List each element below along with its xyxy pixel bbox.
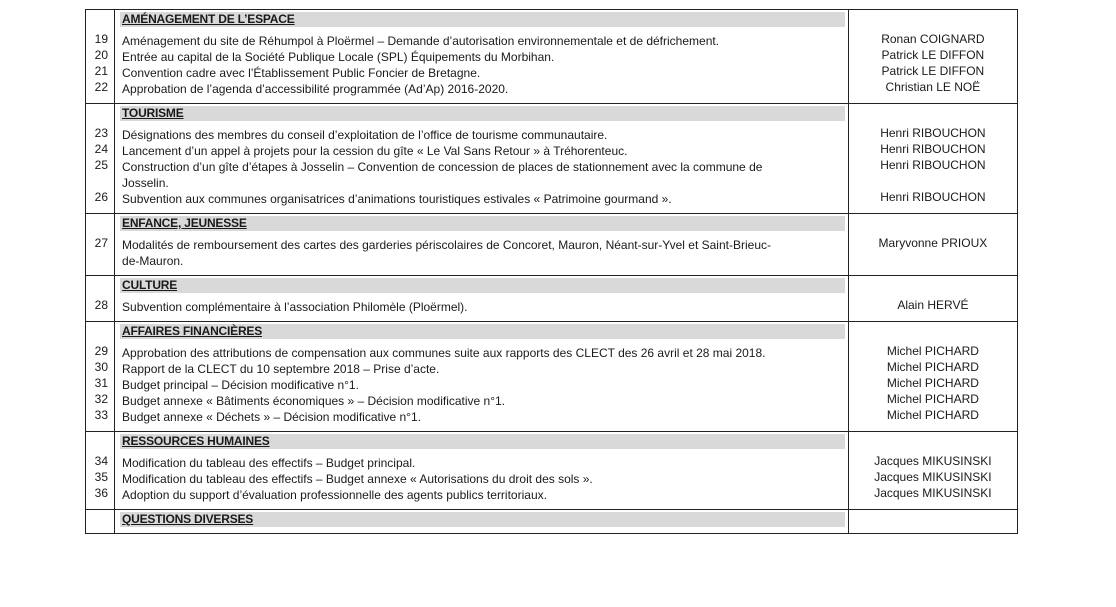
item-number: 32 xyxy=(94,392,109,406)
rapporteur-column xyxy=(848,510,1017,534)
item-number-column xyxy=(86,510,115,534)
item-number: 31 xyxy=(94,376,109,390)
agenda-section xyxy=(86,510,1018,534)
agenda-body xyxy=(86,10,1018,534)
agenda-section xyxy=(86,10,1018,104)
item-subject: Adoption du support d’évaluation professionnelle des agents publics territoriaux. xyxy=(122,488,547,502)
rapporteur-column xyxy=(848,432,1017,510)
agenda-section xyxy=(86,322,1018,432)
item-rapporteur: Henri RIBOUCHON xyxy=(880,190,986,204)
item-number: 35 xyxy=(94,470,109,484)
item-rapporteur: Michel PICHARD xyxy=(886,392,979,406)
item-number-column xyxy=(86,276,115,322)
item-subject: Subvention complémentaire à l’association Philomèle (Ploërmel). xyxy=(122,300,468,314)
subject-column xyxy=(115,432,849,510)
item-subject: Convention cadre avec l’Établissement Public Foncier de Bretagne. xyxy=(122,66,481,80)
item-number: 22 xyxy=(94,80,109,94)
section-heading: AFFAIRES FINANCIÈRES xyxy=(120,324,845,339)
item-rapporteur: Patrick LE DIFFON xyxy=(881,48,985,62)
rapporteur-column xyxy=(848,276,1017,322)
item-subject: Modification du tableau des effectifs – Budget annexe « Autorisations du droit des sols ». xyxy=(122,472,593,486)
item-number-column xyxy=(86,104,115,214)
item-subject: Modalités de remboursement des cartes des garderies périscolaires de Concoret, Mauron, Néant-sur-Yvel et Saint-Brieuc- xyxy=(122,238,771,252)
item-subject: Rapport de la CLECT du 10 septembre 2018 – Prise d’acte. xyxy=(122,362,440,376)
rapporteur-column xyxy=(848,10,1017,104)
section-heading: QUESTIONS DIVERSES xyxy=(120,512,845,527)
item-subject: Approbation des attributions de compensation aux communes suite aux rapports des CLECT des 26 avril et 28 mai 2018. xyxy=(122,346,766,360)
item-number: 25 xyxy=(94,158,109,172)
item-subject: Modification du tableau des effectifs – Budget principal. xyxy=(122,456,416,470)
rapporteur-column xyxy=(848,214,1017,276)
subject-column xyxy=(115,10,849,104)
item-number: 21 xyxy=(94,64,109,78)
item-rapporteur: Jacques MIKUSINSKI xyxy=(874,470,992,484)
item-number: 28 xyxy=(94,298,109,312)
agenda-table xyxy=(85,9,1018,534)
section-heading: TOURISME xyxy=(120,106,845,121)
item-number: 27 xyxy=(94,236,109,250)
item-number: 33 xyxy=(94,408,109,422)
agenda-section xyxy=(86,104,1018,214)
item-subject: Budget principal – Décision modificative n°1. xyxy=(122,378,359,392)
item-subject: Désignations des membres du conseil d’exploitation de l’office de tourisme communautaire. xyxy=(122,128,608,142)
item-number: 19 xyxy=(94,32,109,46)
item-rapporteur: Michel PICHARD xyxy=(886,360,979,374)
item-number-column xyxy=(86,432,115,510)
item-rapporteur: Henri RIBOUCHON xyxy=(880,142,986,156)
item-number: 23 xyxy=(94,126,109,140)
item-rapporteur: Michel PICHARD xyxy=(886,344,979,358)
item-rapporteur: Henri RIBOUCHON xyxy=(880,158,986,172)
item-number: 20 xyxy=(94,48,109,62)
subject-column xyxy=(115,104,849,214)
item-subject: Subvention aux communes organisatrices d’animations touristiques estivales « Patrimoine gourmand ». xyxy=(122,192,672,206)
item-number: 29 xyxy=(94,344,109,358)
item-number-column xyxy=(86,322,115,432)
item-number-column xyxy=(86,214,115,276)
item-subject: Entrée au capital de la Société Publique Locale (SPL) Équipements du Morbihan. xyxy=(122,50,555,64)
agenda-section xyxy=(86,432,1018,510)
item-number: 26 xyxy=(94,190,109,204)
rapporteur-column xyxy=(848,104,1017,214)
item-rapporteur: Henri RIBOUCHON xyxy=(880,126,986,140)
item-subject: de-Mauron. xyxy=(122,254,184,268)
item-number: 34 xyxy=(94,454,109,468)
subject-column xyxy=(115,510,849,534)
item-rapporteur: Maryvonne PRIOUX xyxy=(878,236,988,250)
item-rapporteur: Christian LE NOË xyxy=(885,80,981,94)
agenda-section xyxy=(86,214,1018,276)
item-number: 24 xyxy=(94,142,109,156)
item-subject: Budget annexe « Déchets » – Décision modificative n°1. xyxy=(122,410,421,424)
item-subject: Construction d’un gîte d’étapes à Josselin – Convention de concession de places de stationnement avec la commune de xyxy=(122,160,763,174)
section-heading: AMÉNAGEMENT DE L’ESPACE xyxy=(120,12,845,27)
agenda-section xyxy=(86,276,1018,322)
item-subject: Budget annexe « Bâtiments économiques » – Décision modificative n°1. xyxy=(122,394,506,408)
item-subject: Lancement d’un appel à projets pour la cession du gîte « Le Val Sans Retour » à Tréhorenteuc. xyxy=(122,144,628,158)
subject-column xyxy=(115,214,849,276)
item-rapporteur: Michel PICHARD xyxy=(886,408,979,422)
section-heading: CULTURE xyxy=(120,278,845,293)
item-subject: Aménagement du site de Réhumpol à Ploërmel – Demande d’autorisation environnementale et de défrichement. xyxy=(122,34,720,48)
item-subject: Josselin. xyxy=(122,176,169,190)
item-rapporteur: Ronan COIGNARD xyxy=(881,32,985,46)
item-rapporteur: Patrick LE DIFFON xyxy=(881,64,985,78)
item-number: 36 xyxy=(94,486,109,500)
item-rapporteur: Jacques MIKUSINSKI xyxy=(874,454,992,468)
subject-column xyxy=(115,322,849,432)
item-number-column xyxy=(86,10,115,104)
item-rapporteur: Michel PICHARD xyxy=(886,376,979,390)
item-subject: Approbation de l’agenda d’accessibilité programmée (Ad’Ap) 2016-2020. xyxy=(122,82,509,96)
rapporteur-column xyxy=(848,322,1017,432)
section-heading: ENFANCE, JEUNESSE xyxy=(120,216,845,231)
section-heading: RESSOURCES HUMAINES xyxy=(120,434,845,449)
item-rapporteur: Alain HERVÉ xyxy=(897,298,969,312)
item-number: 30 xyxy=(94,360,109,374)
item-rapporteur: Jacques MIKUSINSKI xyxy=(874,486,992,500)
subject-column xyxy=(115,276,849,322)
